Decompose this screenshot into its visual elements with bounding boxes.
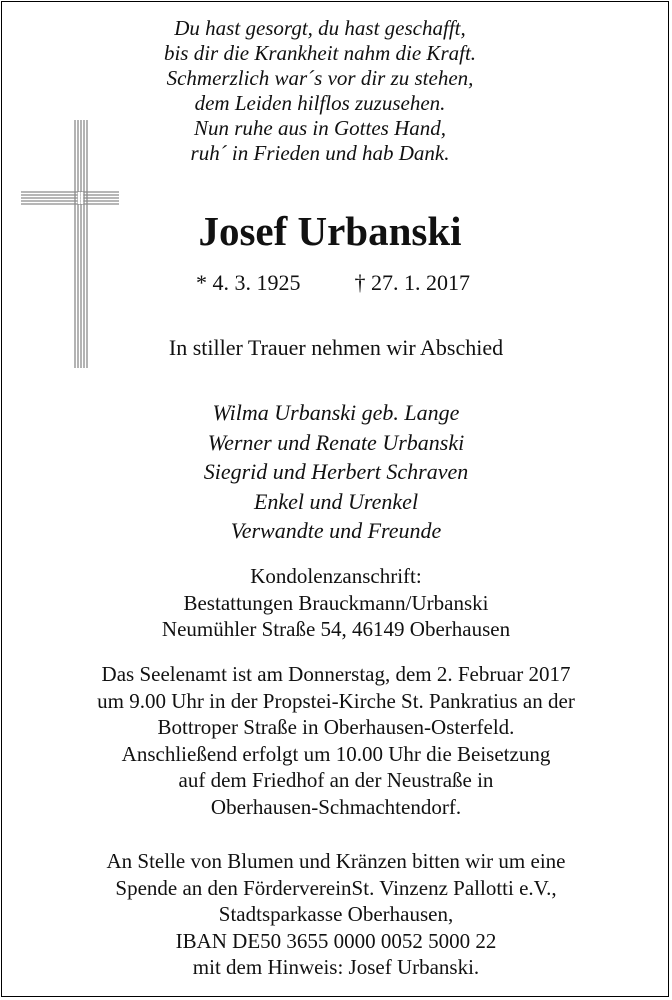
poem-line: ruh´ in Frieden und hab Dank. xyxy=(190,141,450,165)
poem-line: Du hast gesorgt, du hast geschafft, xyxy=(174,16,466,40)
address-line: Bestattungen Brauckmann/Urbanski xyxy=(183,590,489,615)
donation-line: An Stelle von Blumen und Kränzen bitten wir um eine xyxy=(106,849,566,873)
poem-line: dem Leiden hilflos zuzusehen. xyxy=(194,91,446,115)
service-line: auf dem Friedhof an der Neustraße in xyxy=(178,768,494,792)
poem-line: bis dir die Krankheit nahm die Kraft. xyxy=(163,41,477,65)
mourner: Verwandte und Freunde xyxy=(230,518,442,543)
service-line: Anschließend erfolgt um 10.00 Uhr die Beisetzung xyxy=(121,741,551,766)
birth-date: * 4. 3. 1925 xyxy=(196,270,301,295)
donation-line: Spende an den FördervereinSt. Vinzenz Pallotti e.V., xyxy=(115,875,557,900)
mourner: Werner und Renate Urbanski xyxy=(207,429,465,455)
donation-line: Stadtsparkasse Oberhausen, xyxy=(218,902,454,926)
address-line: Neumühler Straße 54, 46149 Oberhausen xyxy=(161,617,511,641)
donation-line: IBAN DE50 3655 0000 0052 5000 22 xyxy=(175,928,497,953)
donation-request xyxy=(0,848,672,981)
service-line: um 9.00 Uhr in der Propstei-Kirche St. Pankratius an der xyxy=(97,688,575,713)
service-line: Oberhausen-Schmachtendorf. xyxy=(210,794,462,819)
mourner: Wilma Urbanski geb. Lange xyxy=(212,400,460,425)
poem-line: Schmerzlich war´s vor dir zu stehen, xyxy=(166,66,474,90)
service-line: Das Seelenamt ist am Donnerstag, dem 2. Februar 2017 xyxy=(101,662,571,686)
mourner: Enkel und Urenkel xyxy=(253,488,419,514)
death-date: † 27. 1. 2017 xyxy=(354,270,470,295)
service-line: Bottroper Straße in Oberhausen-Osterfeld. xyxy=(157,715,515,739)
condolence-address xyxy=(0,563,672,643)
service-info xyxy=(0,661,672,820)
deceased-name: Josef Urbanski xyxy=(198,208,462,254)
farewell-intro: In stiller Trauer nehmen wir Abschied xyxy=(168,335,504,360)
mourner: Siegrid und Herbert Schraven xyxy=(203,459,469,484)
poem-line: Nun ruhe aus in Gottes Hand, xyxy=(194,116,446,140)
donation-line: mit dem Hinweis: Josef Urbanski. xyxy=(192,955,480,979)
address-line: Kondolenzanschrift: xyxy=(250,564,422,588)
life-dates xyxy=(0,268,666,298)
mourners-list xyxy=(0,398,672,546)
